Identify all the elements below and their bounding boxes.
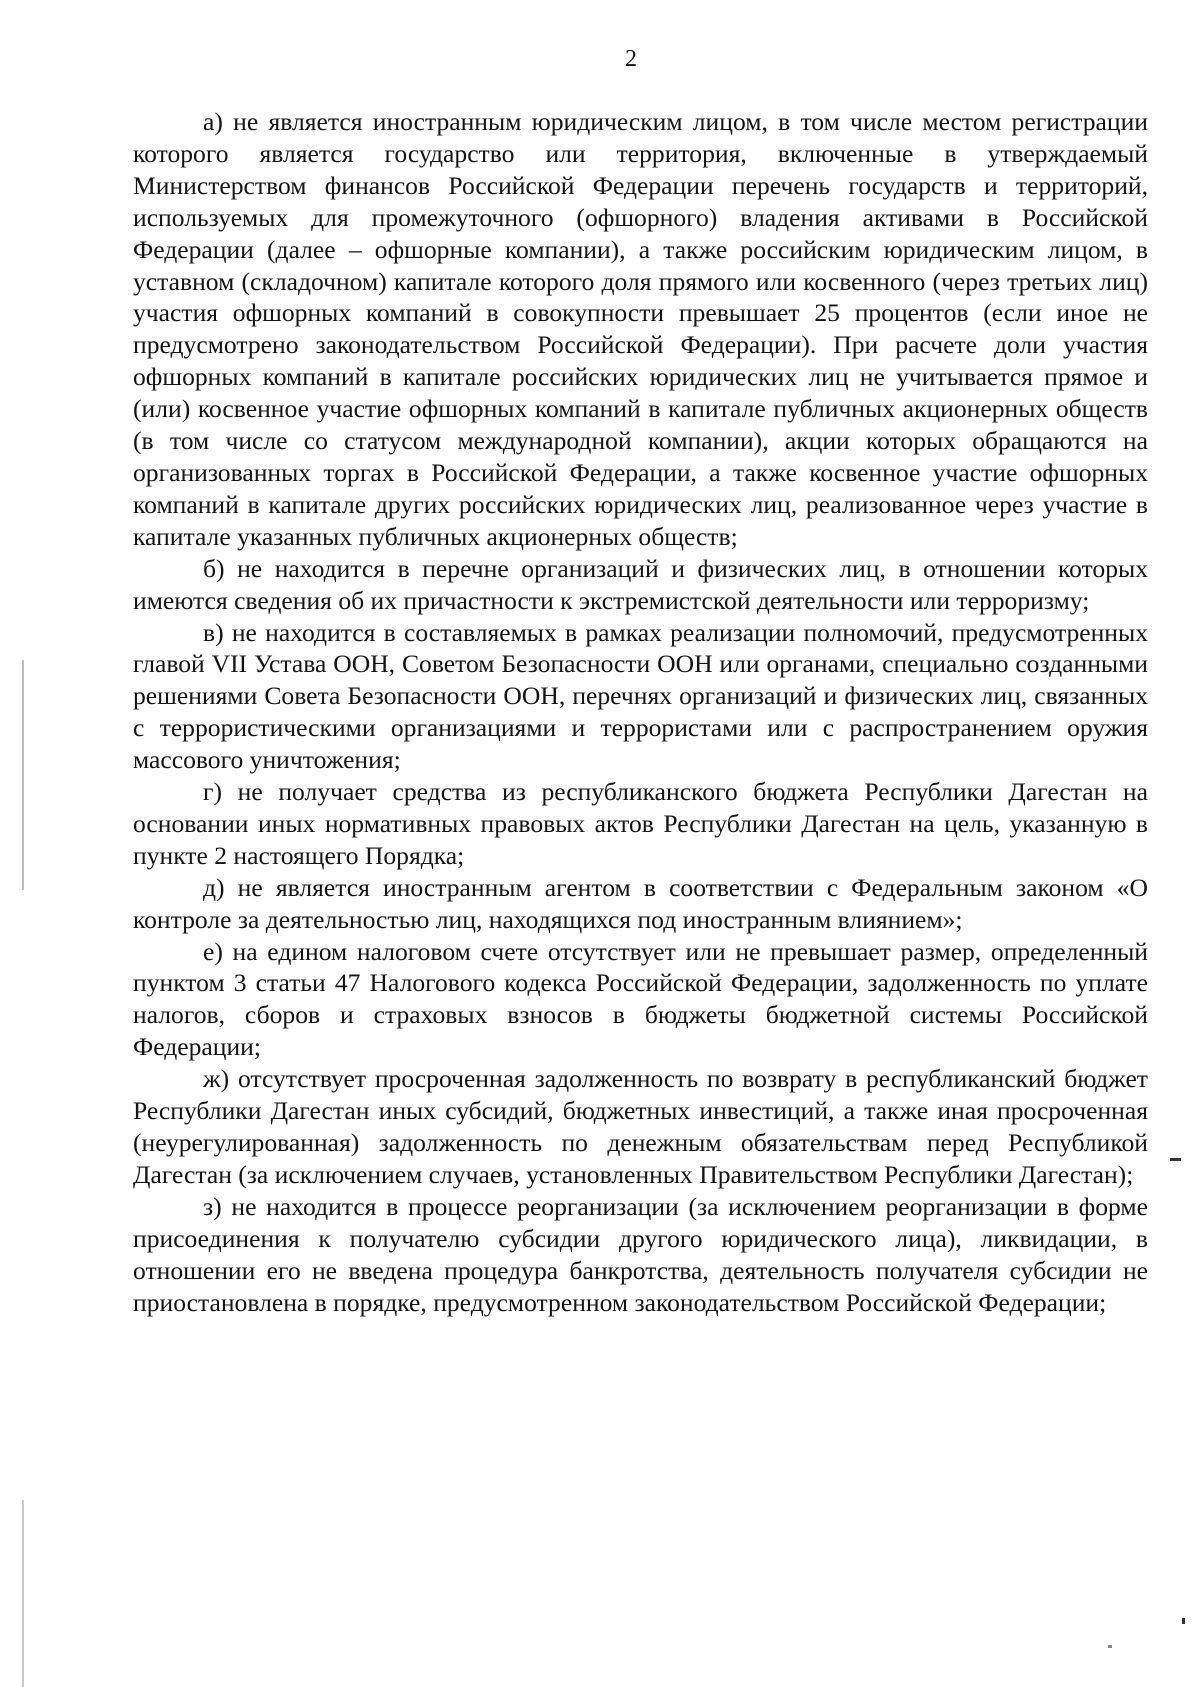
scan-artifact-speck (1108, 1645, 1112, 1648)
scan-artifact-speck (1170, 1158, 1181, 1161)
scan-artifact-line (22, 1500, 24, 1687)
paragraph-e: е) на едином налоговом счете отсутствует или не превышает размер, определенный пунктом 3 статьи 47 Налогового кодекса Российской Федерации, задолженность по уплате налогов, сборов и страховых взносов в бюджеты бюджетной системы Российской Федерации; (133, 936, 1148, 1062)
paragraph-g: г) не получает средства из республиканского бюджета Республики Дагестан на основании иных нормативных правовых актов Республики Дагестан на цель, указанную в пункте 2 настоящего Порядка; (133, 777, 1148, 870)
paragraph-d: д) не является иностранным агентом в соответствии с Федеральным законом «О контроле за деятельностью лиц, находящихся под иностранным влиянием»; (133, 872, 1148, 934)
scan-artifact-line (22, 660, 24, 890)
page-number: 2 (625, 46, 637, 72)
paragraph-zh: ж) отсутствует просроченная задолженность по возврату в республиканский бюджет Республики Дагестан иных субсидий, бюджетных инвестиций, а также иная просроченная (неурегулированная) задолженность по денежным обязательствам перед Республикой Дагестан (за исключением случаев, установленных Правительством Республики Дагестан); (133, 1064, 1148, 1189)
paragraph-b: б) не находится в перечне организаций и физических лиц, в отношении которых имеются сведения об их причастности к экстремистской деятельности или терроризму; (133, 553, 1148, 615)
paragraph-z: з) не находится в процессе реорганизации (за исключением реорганизации в форме присоединения к получателю субсидии другого юридического лица), ликвидации, в отношении его не введена процедура банкротства, деятельность получателя субсидии не приостановлена в порядке, предусмотренном законодательством Российской Федерации; (133, 1191, 1148, 1317)
paragraph-a: а) не является иностранным юридическим лицом, в том числе местом регистрации которого является государство или территория, включенные в утверждаемый Министерством финансов Российской Федерации перечень государств и территорий, используемых для промежуточного (офшорного) владения активами в Российской Федерации (далее – офшорные компании), а также российским юридическим лицом, в уставном (складочном) капитале которого доля прямого или косвенного (через третьих лиц) участия офшорных компаний в совокупности превышает 25 процентов (если иное не предусмотрено законодательством Российской Федерации). При расчете доли участия офшорных компаний в капитале российских юридических лиц не учитывается прямое и (или) косвенное участие офшорных компаний в капитале публичных акционерных обществ (в том числе со статусом международной компании), акции которых обращаются на организованных торгах в Российской Федерации, а также косвенное участие офшорных компаний в капитале других российских юридических лиц, реализованное через участие в капитале указанных публичных акционерных обществ; (133, 107, 1148, 551)
paragraph-v: в) не находится в составляемых в рамках реализации полномочий, предусмотренных главой VII Устава ООН, Советом Безопасности ООН или органами, специально созданными решениями Совета Безопасности ООН, перечнях организаций и физических лиц, связанных с террористическими организациями и террористами или с распространением оружия массового уничтожения; (133, 617, 1148, 775)
document-body (133, 106, 1148, 1318)
scan-artifact-speck (1182, 1618, 1185, 1624)
